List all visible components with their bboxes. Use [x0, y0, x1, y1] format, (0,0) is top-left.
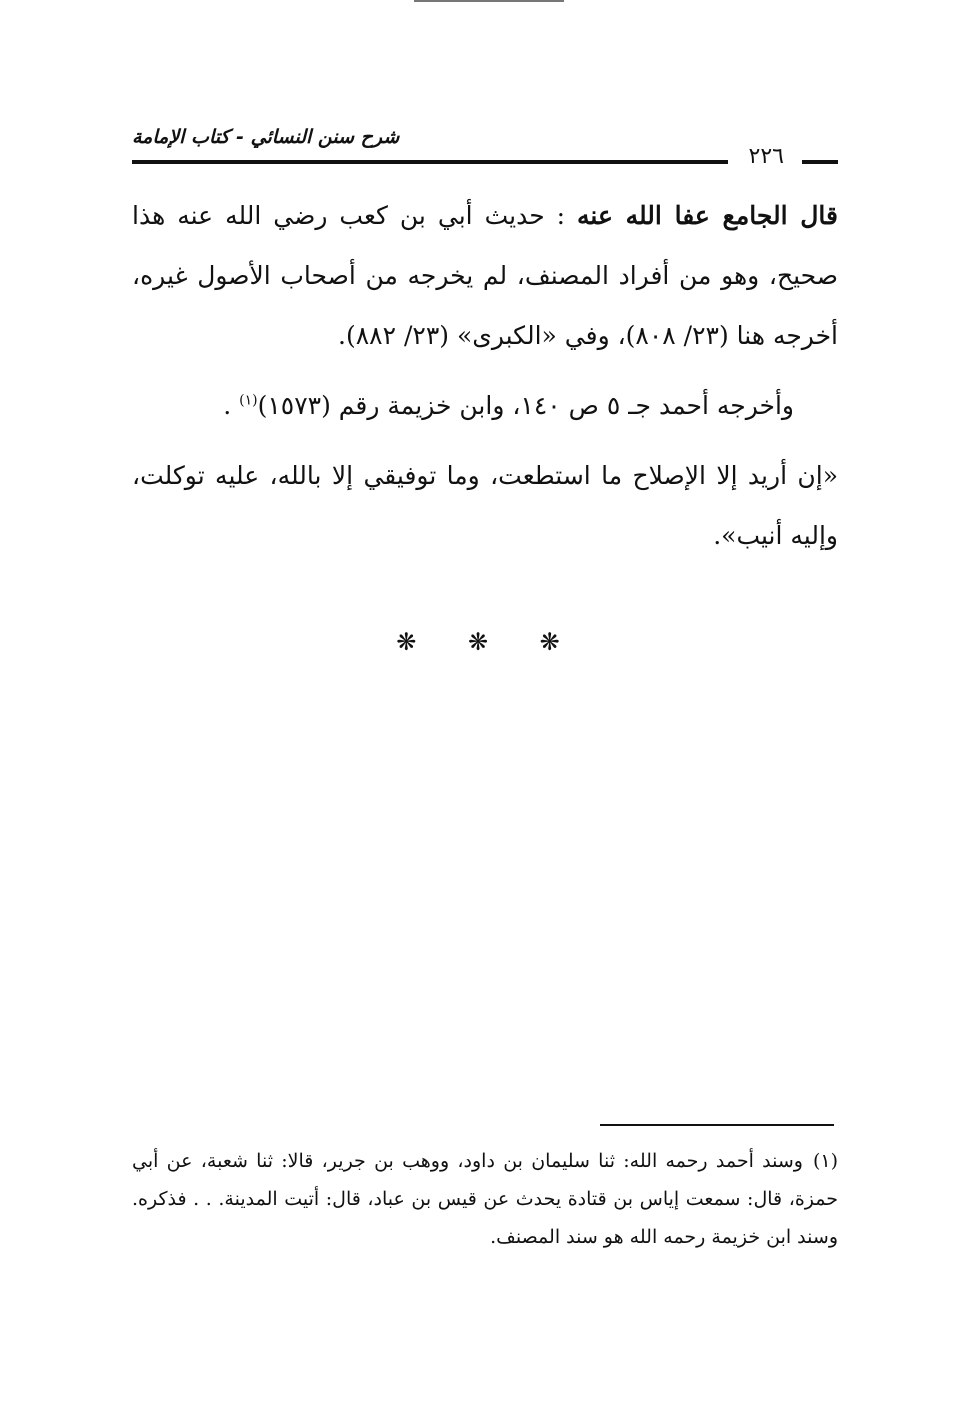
paragraph-1-text: : حديث أبي بن كعب رضي الله عنه هذا صحيح، وهو من أفراد المصنف، لم يخرجه من أصحاب الأصول غيره، أخرجه هنا (٢٣/ ٨٠٨)، وفي «الكبرى» (٢٣/ ٨٨٢).	[132, 201, 838, 350]
paragraph-2	[132, 376, 838, 436]
footnote-rule	[600, 1124, 834, 1126]
paragraph-3: «إن أريد إلا الإصلاح ما استطعت، وما توفيقي إلا بالله، عليه توكلت، وإليه أنيب».	[132, 461, 838, 550]
top-edge-rule	[414, 0, 564, 2]
paragraph-1	[132, 186, 838, 366]
footnote-marker: (١)	[812, 1150, 838, 1172]
running-title: شرح سنن النسائي - كتاب الإمامة	[132, 126, 400, 148]
paragraph-2-text: وأخرجه أحمد جـ ٥ ص ١٤٠، وابن خزيمة رقم (١٥٧٣)	[257, 391, 794, 420]
section-separator: ❋ ❋ ❋	[396, 628, 582, 656]
footnote-ref: (١)	[239, 392, 258, 409]
page-number: ٢٢٦	[748, 144, 784, 169]
footnote	[132, 1142, 838, 1256]
speaker-label: قال الجامع عفا الله عنه	[577, 201, 838, 230]
paragraph-2-end: .	[223, 391, 240, 420]
body-text	[132, 186, 838, 566]
page-number-dash	[802, 160, 838, 164]
footnote-text: وسند أحمد رحمه الله: ثنا سليمان بن داود، ووهب بن جرير، قالا: ثنا شعبة، عن أبي حمزة، قال: سمعت إياس بن قتادة يحدث عن قيس بن عباد، قال: أتيت المدينة. . . فذكره. وسند ابن خزيمة رحمه الله هو سند المصنف.	[132, 1150, 838, 1248]
page-header	[132, 120, 838, 172]
header-rule	[132, 160, 728, 164]
